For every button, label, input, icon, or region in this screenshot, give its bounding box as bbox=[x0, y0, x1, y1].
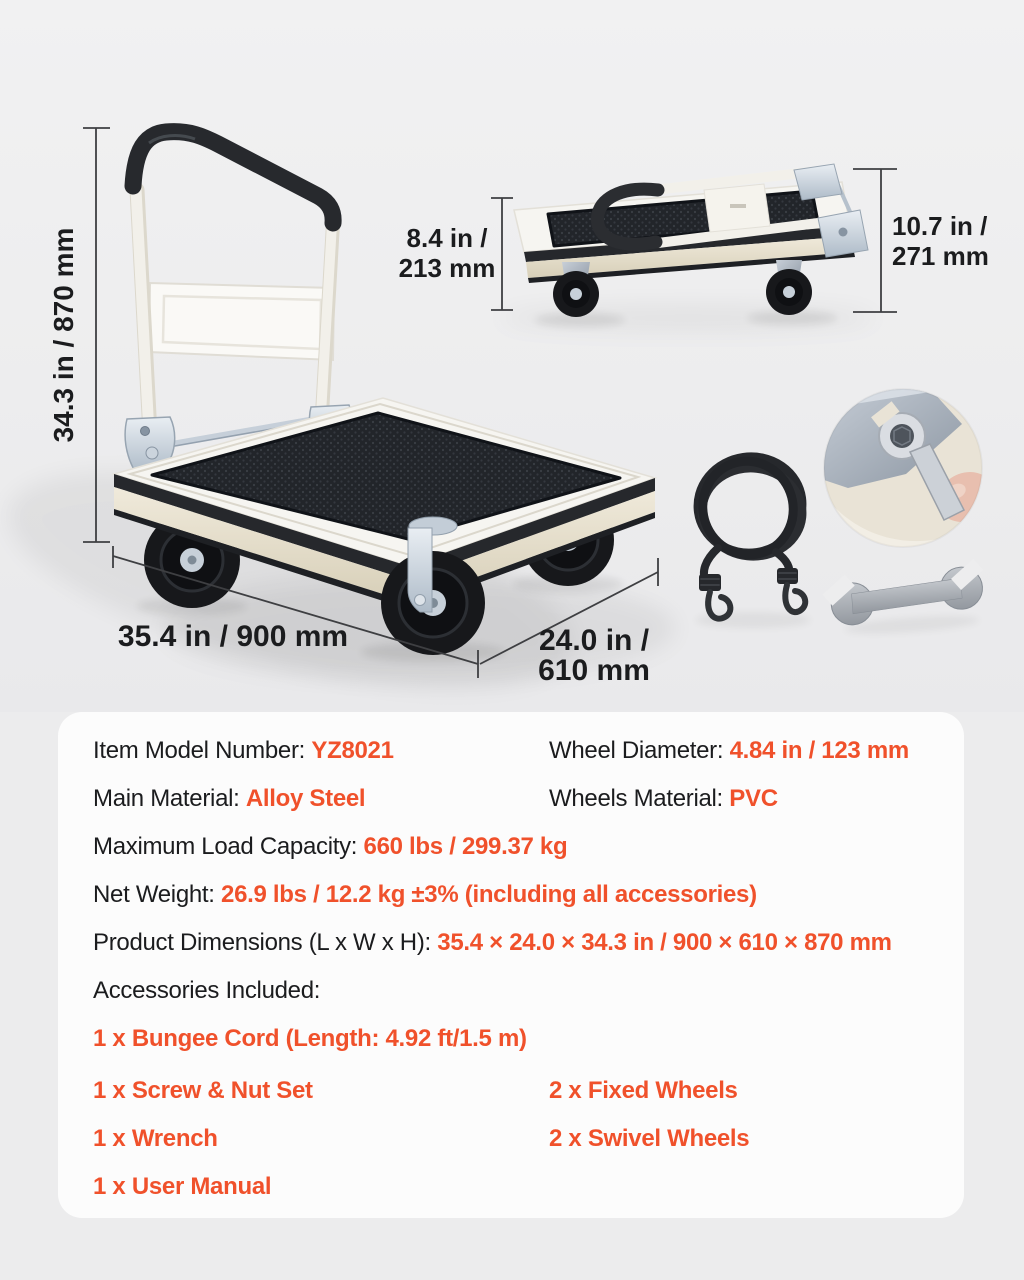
spec-label: Product Dimensions (L x W x H): bbox=[93, 929, 438, 956]
folded-deck-height-line2: 213 mm bbox=[398, 252, 496, 283]
spec-value: 1 x Wrench bbox=[93, 1125, 218, 1152]
spec-label: Item Model Number: bbox=[93, 737, 312, 764]
spec-value: Alloy Steel bbox=[245, 785, 366, 812]
folded-overall-height-line2: 271 mm bbox=[892, 240, 989, 271]
folded-overall-height-line1: 10.7 in / bbox=[892, 211, 988, 241]
folded-deck-height-line1: 8.4 in / bbox=[406, 223, 488, 253]
spec-row-net-weight bbox=[93, 881, 757, 911]
spec-value: 1 x Bungee Cord (Length: 4.92 ft/1.5 m) bbox=[93, 1025, 527, 1052]
height-dimension-label: 34.3 in / 870 mm bbox=[47, 227, 79, 443]
spec-label: Accessories Included: bbox=[93, 977, 321, 1004]
spec-value: 1 x User Manual bbox=[93, 1173, 272, 1200]
wrench-image bbox=[821, 558, 988, 638]
spec-row-bungee-cord bbox=[93, 1025, 527, 1055]
spec-label: Wheel Diameter: bbox=[549, 737, 730, 764]
length-dimension-label: 35.4 in / 900 mm bbox=[117, 620, 349, 653]
spec-value: 35.4 × 24.0 × 34.3 in / 900 × 610 × 870 mm bbox=[437, 929, 892, 956]
spec-value: PVC bbox=[729, 785, 778, 812]
spec-row-accessories-heading bbox=[93, 977, 320, 1007]
spec-value: 660 lbs / 299.37 kg bbox=[363, 833, 568, 860]
spec-value: 26.9 lbs / 12.2 kg ±3% (including all accessories) bbox=[221, 881, 757, 908]
spec-row-load-capacity bbox=[93, 833, 567, 863]
spec-value: 1 x Screw & Nut Set bbox=[93, 1077, 313, 1104]
spec-row-wrench-swivel-wheels bbox=[93, 1125, 750, 1155]
folded-cart-image bbox=[498, 164, 878, 331]
spec-row-materials bbox=[93, 785, 778, 815]
spec-row-model-wheel-diameter bbox=[93, 737, 909, 767]
spec-label: Wheels Material: bbox=[549, 785, 730, 812]
spec-value: 4.84 in / 123 mm bbox=[729, 737, 909, 764]
wrench-closeup-image bbox=[818, 382, 1002, 556]
folded-overall-height-label bbox=[892, 212, 989, 272]
bungee-cord-image bbox=[690, 448, 811, 628]
spec-row-product-dimensions bbox=[93, 929, 892, 959]
spec-label: Maximum Load Capacity: bbox=[93, 833, 364, 860]
spec-value: YZ8021 bbox=[311, 737, 394, 764]
width-dimension-line2: 610 mm bbox=[538, 654, 650, 687]
spec-label: Main Material: bbox=[93, 785, 246, 812]
spec-value: 2 x Fixed Wheels bbox=[549, 1077, 738, 1104]
width-dimension-label bbox=[538, 626, 650, 686]
folded-deck-height-label bbox=[399, 224, 496, 284]
spec-panel bbox=[58, 712, 964, 1218]
spec-label: Net Weight: bbox=[93, 881, 222, 908]
spec-row-screw-set-fixed-wheels bbox=[93, 1077, 738, 1107]
spec-value: 2 x Swivel Wheels bbox=[549, 1125, 750, 1152]
spec-row-user-manual bbox=[93, 1173, 271, 1203]
width-dimension-line1: 24.0 in / bbox=[538, 624, 650, 657]
